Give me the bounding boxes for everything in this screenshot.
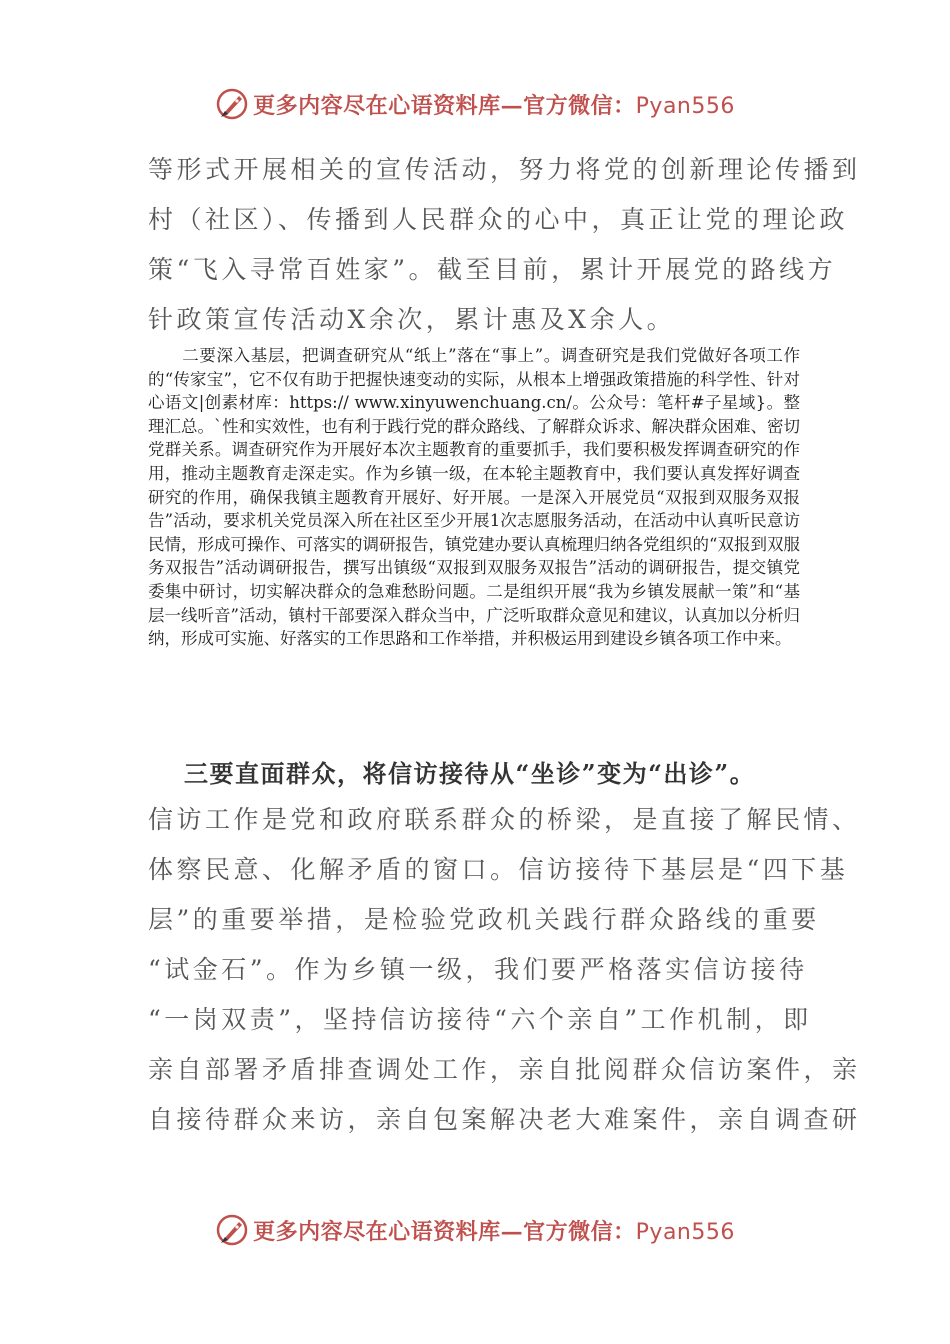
header-banner [0,84,950,124]
body-line: 体察民意、化解矛盾的窗口。信访接待下基层是“四下基 [148,855,849,884]
body-line: 等形式开展相关的宣传活动，努力将党的创新理论传播到 [148,155,861,184]
footer-banner [0,1210,950,1250]
body-line: 村（社区）、传播到人民群众的心中，真正让党的理论政 [148,205,849,234]
body-line: 策“飞入寻常百姓家”。截至目前，累计开展党的路线方 [148,255,837,284]
body-line: 针政策宣传活动X余次，累计惠及X余人。 [148,305,676,334]
banner-text: 更多内容尽在心语资料库—官方微信：Pyan556 [253,1218,735,1245]
body-line: “试金石”。作为乡镇一级，我们要严格落实信访接待 [148,955,808,984]
body-line: 信访工作是党和政府联系群众的桥梁，是直接了解民情、 [148,805,861,834]
body-line: 亲自部署矛盾排查调处工作，亲自批阅群众信访案件，亲 [148,1055,861,1084]
body-line: 层”的重要举措，是检验党政机关践行群众路线的重要 [148,905,820,934]
body-line: “一岗双责”，坚持信访接待“六个亲自”工作机制，即 [148,1005,812,1034]
body-paragraph-small: 二要深入基层，把调查研究从“纸上”落在“事上”。调查研究是我们党做好各项工作的“传家宝”，它不仅有助于把握快速变动的实际，从根本上增强政策措施的科学性、针对心语文|创素材库：https:// www.xinyuwenchuang.cn/。公众号：笔杆#子星域}。整理汇总。`性和实效性，也有利于践行党的群众路线、了解群众诉求、解决群众困难、密切党群关系。调查研究作为开展好本次主题教育的重要抓手，我们要积极发挥调查研究的作用，推动主题教育走深走实。作为乡镇一级，在本轮主题教育中，我们要认真发挥好调查研究的作用，确保我镇主题教育开展好、好开展。一是深入开展党员“双报到双服务双报告”活动，要求机关党员深入所在社区至少开展1次志愿服务活动，在活动中认真听民意访民情，形成可操作、可落实的调研报告，镇党建办要认真梳理归纳各党组织的“双报到双服务双报告”活动调研报告，撰写出镇级“双报到双服务双报告”活动的调研报告，提交镇党委集中研讨，切实解决群众的急难愁盼问题。二是组织开展“我为乡镇发展献一策”和“基层一线听音”活动，镇村干部要深入群众当中，广泛听取群众意见和建议，认真加以分析归纳，形成可实施、好落实的工作思路和工作举措，并积极运用到建设乡镇各项工作中来。 [148,346,800,649]
pen-nib-logo [215,1213,249,1247]
body-line: 自接待群众来访，亲自包案解决老大难案件，亲自调查研 [148,1105,861,1134]
banner-text: 更多内容尽在心语资料库—官方微信：Pyan556 [253,92,735,119]
section-heading: 三要直面群众，将信访接待从“坐诊”变为“出诊”。 [184,759,756,788]
pen-nib-logo [215,87,249,121]
